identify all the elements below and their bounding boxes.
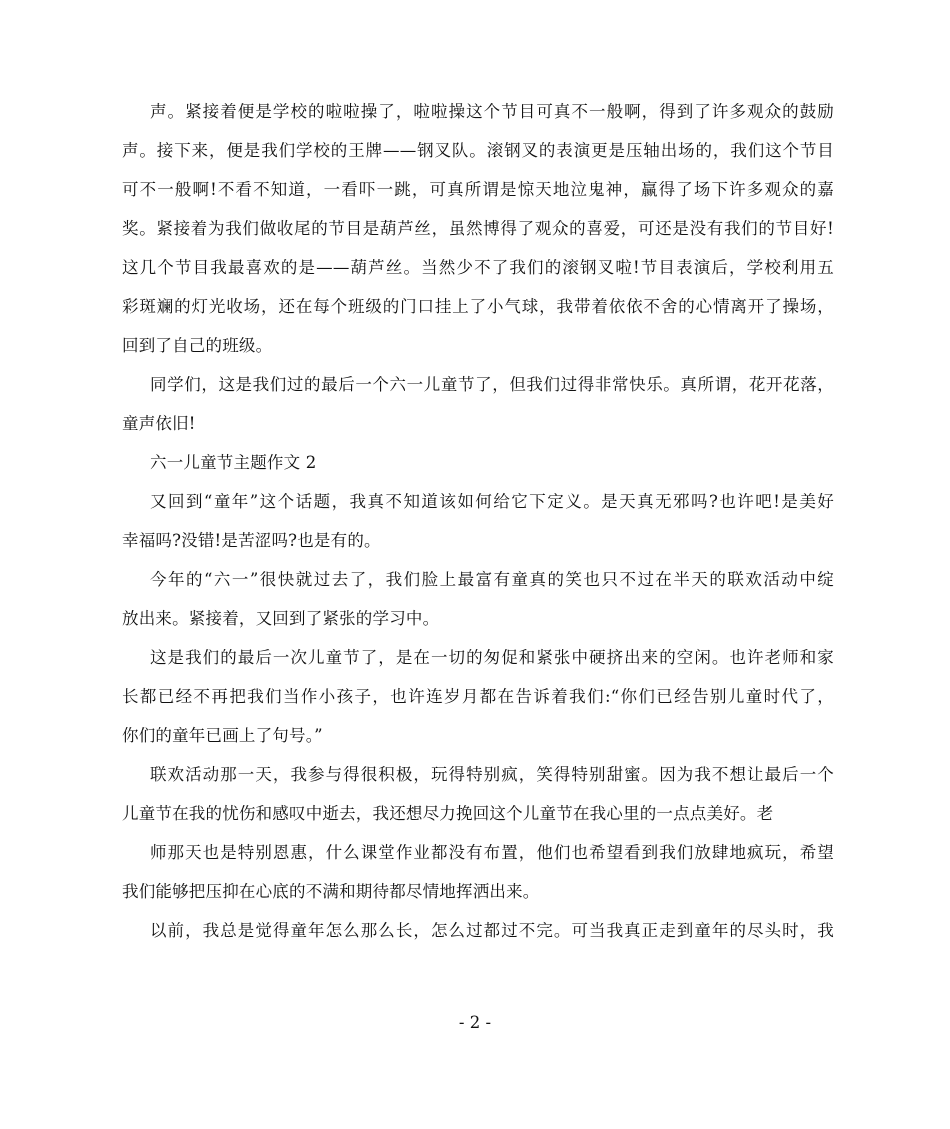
text-line: 今年的“六一”很快就过去了，我们脸上最富有童真的笑也只不过在半天的联欢活动中绽 — [150, 570, 834, 589]
text-line: 童声依旧! — [122, 414, 196, 433]
page-number: - 2 - — [458, 1013, 492, 1032]
text-line: 放出来。紧接着，又回到了紧张的学习中。 — [122, 609, 440, 628]
text-line: 同学们，这是我们过的最后一个六一儿童节了，但我们过得非常快乐。真所谓，花开花落， — [150, 375, 834, 394]
text-line: 这几个节目我最喜欢的是——葫芦丝。当然少不了我们的滚钢叉啦!节目表演后，学校利用五 — [122, 258, 834, 277]
text-line: 联欢活动那一天，我参与得很积极，玩得特别疯，笑得特别甜蜜。因为我不想让最后一个 — [150, 765, 834, 784]
text-line: 师那天也是特别恩惠，什么课堂作业都没有布置，他们也希望看到我们放肆地疯玩，希望 — [150, 843, 834, 862]
text-line: 以前，我总是觉得童年怎么那么长，怎么过都过不完。可当我真正走到童年的尽头时，我 — [150, 921, 834, 940]
text-line: 你们的童年已画上了句号。” — [122, 726, 323, 745]
section-heading: 六一儿童节主题作文 2 — [150, 453, 317, 472]
text-line: 儿童节在我的忧伤和感叹中逝去，我还想尽力挽回这个儿童节在我心里的一点点美好。老 — [122, 804, 774, 823]
text-line: 声。紧接着便是学校的啦啦操了，啦啦操这个节目可真不一般啊，得到了许多观众的鼓励 — [150, 102, 834, 121]
text-line: 奖。紧接着为我们做收尾的节目是葫芦丝，虽然博得了观众的喜爱，可还是没有我们的节目好! — [122, 219, 834, 238]
text-line: 可不一般啊!不看不知道，一看吓一跳，可真所谓是惊天地泣鬼神，赢得了场下许多观众的嘉 — [122, 180, 834, 199]
text-line: 又回到“童年”这个话题，我真不知道该如何给它下定义。是天真无邪吗?也许吧!是美好 — [150, 492, 834, 511]
text-line: 彩斑斓的灯光收场，还在每个班级的门口挂上了小气球，我带着依依不舍的心情离开了操场， — [122, 297, 834, 316]
text-line: 这是我们的最后一次儿童节了，是在一切的匆促和紧张中硬挤出来的空闲。也许老师和家 — [150, 648, 834, 667]
text-line: 我们能够把压抑在心底的不满和期待都尽情地挥洒出来。 — [122, 882, 540, 901]
text-line: 声。接下来，便是我们学校的王牌——钢叉队。滚钢叉的表演更是压轴出场的，我们这个节目 — [122, 141, 834, 160]
text-line: 幸福吗?没错!是苦涩吗?也是有的。 — [122, 531, 381, 550]
text-line: 长都已经不再把我们当作小孩子，也许连岁月都在告诉着我们:“你们已经告别儿童时代了， — [122, 687, 834, 706]
text-line: 回到了自己的班级。 — [122, 336, 273, 355]
